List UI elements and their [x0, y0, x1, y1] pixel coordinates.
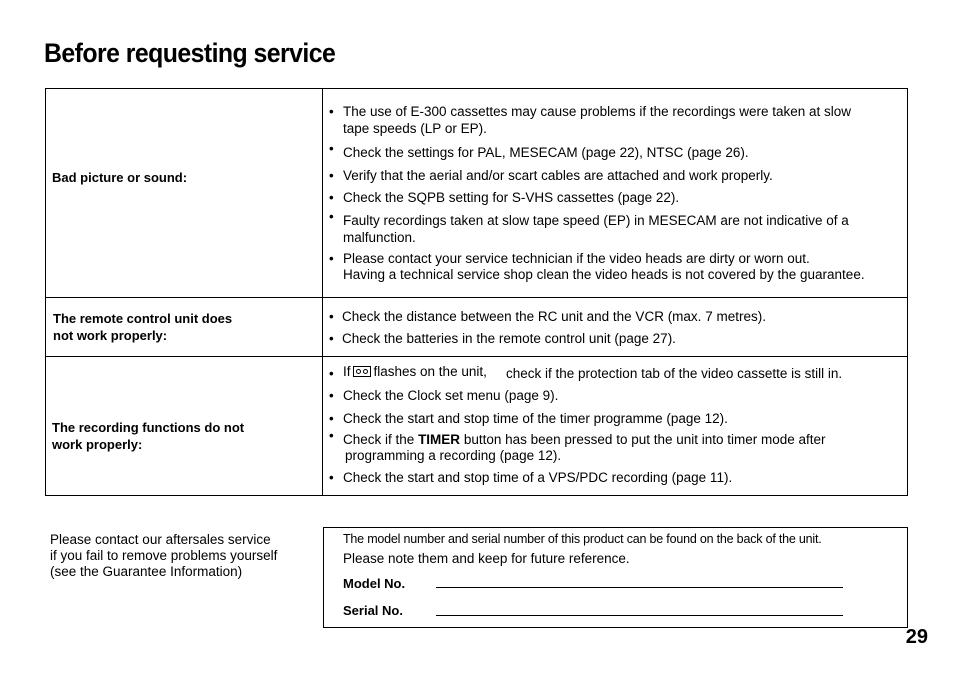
list-item-text: malfunction.	[343, 230, 416, 245]
model-number-field[interactable]	[436, 587, 843, 588]
model-box-text: Please note them and keep for future reference.	[343, 551, 630, 566]
page-title: Before requesting service	[44, 38, 336, 68]
bullet-icon: •	[329, 470, 334, 485]
list-item-text: Check the batteries in the remote control unit (page 27).	[342, 331, 676, 346]
list-item-text-part: flashes on the unit,	[373, 364, 487, 379]
problem-label-line: The remote control unit does	[53, 311, 233, 326]
list-item-text-part: Check if the	[343, 432, 415, 447]
problem-label-line: not work properly:	[53, 328, 168, 343]
bullet-icon: •	[329, 141, 334, 156]
list-item-text: Check the Clock set menu (page 9).	[343, 388, 559, 403]
list-item-text	[343, 363, 487, 380]
list-item-text-part: If	[343, 364, 351, 379]
page-number: 29	[905, 626, 928, 648]
bullet-icon: •	[329, 251, 334, 266]
bullet-icon: •	[329, 331, 334, 346]
bullet-icon: •	[329, 366, 334, 381]
table-row-divider	[45, 356, 908, 357]
bullet-icon: •	[329, 168, 334, 183]
bullet-icon: •	[329, 190, 334, 205]
contact-note-line: (see the Guarantee Information)	[50, 564, 243, 579]
contact-note	[50, 532, 277, 580]
bullet-icon: •	[329, 428, 334, 443]
list-item-text: Check the start and stop time of the timer programme (page 12).	[343, 411, 728, 426]
problem-label-line: The recording functions do not	[52, 420, 245, 435]
list-item-text: Please contact your service technician if the video heads are dirty or worn out.	[343, 251, 810, 266]
contact-note-line: if you fail to remove problems yourself	[50, 548, 278, 563]
table-column-divider	[322, 88, 323, 496]
bullet-icon: •	[329, 209, 334, 224]
serial-number-label: Serial No.	[343, 603, 403, 618]
list-item-text: check if the protection tab of the video cassette is still in.	[506, 366, 843, 381]
list-item-text: Check the start and stop time of a VPS/PDC recording (page 11).	[343, 470, 733, 485]
list-item-text	[343, 431, 826, 448]
list-item-text: programming a recording (page 12).	[345, 448, 562, 463]
list-item-text: tape speeds (LP or EP).	[343, 121, 487, 136]
list-item-text: Verify that the aerial and/or scart cables are attached and work properly.	[343, 168, 773, 183]
problem-label	[53, 310, 232, 344]
bullet-icon: •	[329, 104, 334, 119]
list-item-text-part: button has been pressed to put the unit into timer mode after	[463, 432, 826, 447]
list-item-text: Check the settings for PAL, MESECAM (page 22), NTSC (page 26).	[343, 145, 749, 160]
timer-button-name: TIMER	[418, 432, 461, 447]
cassette-icon	[353, 366, 371, 377]
model-number-label: Model No.	[343, 576, 406, 591]
problem-label-line: work properly:	[52, 437, 143, 452]
problem-label: Bad picture or sound:	[52, 170, 188, 185]
list-item-text: Check the SQPB setting for S-VHS cassettes (page 22).	[343, 190, 680, 205]
model-box-text: The model number and serial number of this product can be found on the back of the unit.	[343, 532, 822, 546]
list-item-text: The use of E-300 cassettes may cause problems if the recordings were taken at slow	[343, 104, 851, 119]
list-item-text: Having a technical service shop clean the video heads is not covered by the guarantee.	[343, 267, 865, 282]
serial-number-field[interactable]	[436, 615, 843, 616]
bullet-icon: •	[329, 309, 334, 324]
bullet-icon: •	[329, 411, 334, 426]
list-item-text: Faulty recordings taken at slow tape speed (EP) in MESECAM are not indicative of a	[343, 213, 849, 228]
list-item-text: Check the distance between the RC unit and the VCR (max. 7 metres).	[342, 309, 766, 324]
contact-note-line: Please contact our aftersales service	[50, 532, 271, 547]
bullet-icon: •	[329, 388, 334, 403]
table-row-divider	[45, 297, 908, 298]
problem-label	[52, 419, 244, 453]
